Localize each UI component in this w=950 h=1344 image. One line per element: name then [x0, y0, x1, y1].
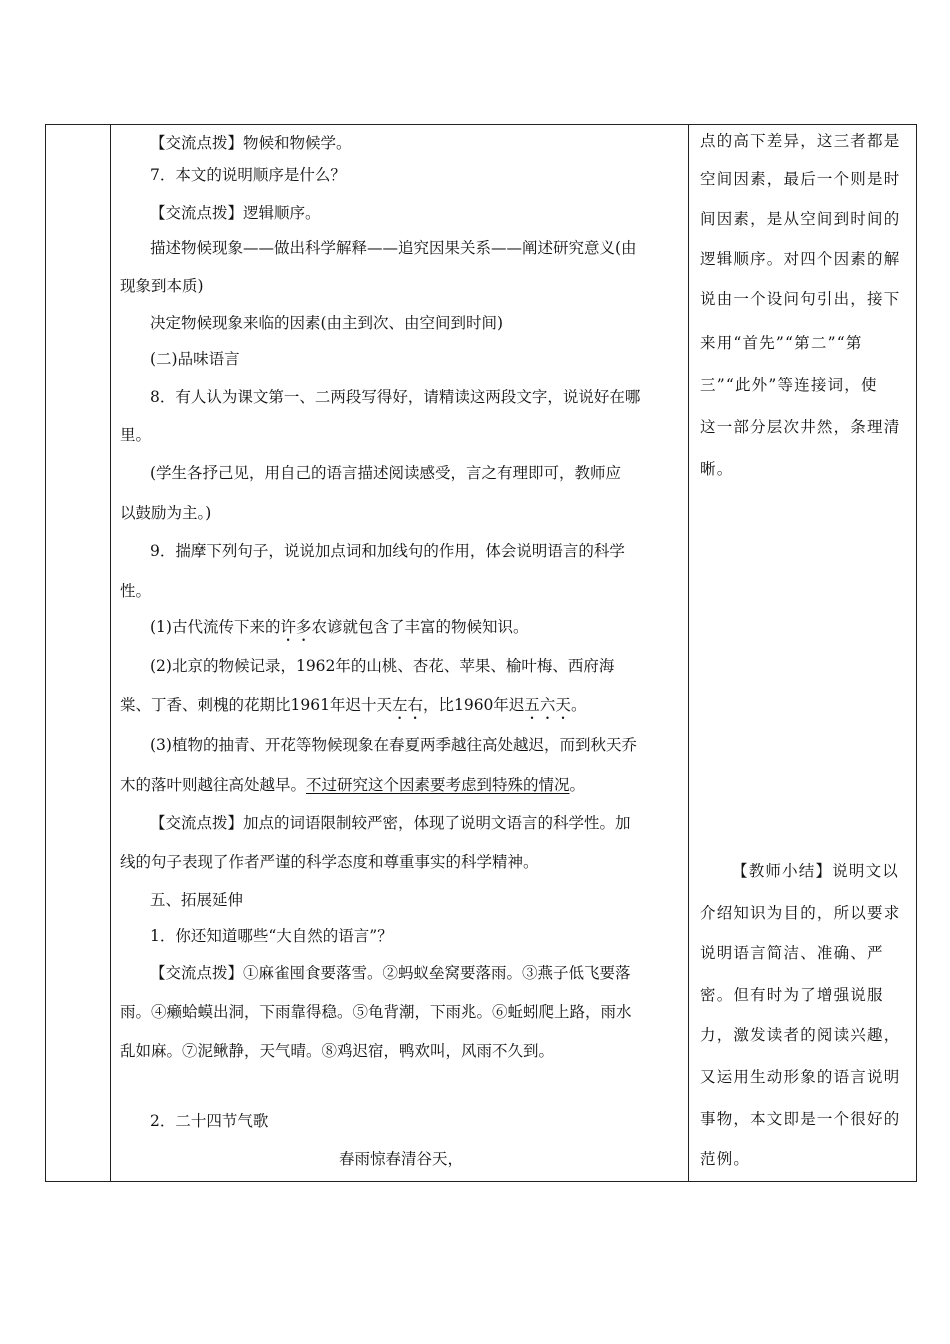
question-7: 7．本文的说明顺序是什么？ [150, 166, 346, 184]
note-line: 空间因素，最后一个则是时 [700, 170, 901, 188]
text-line: 棠、丁香、刺槐的花期比1961年迟十天左右，比1960年迟五六天。 [120, 696, 587, 714]
summary-line: 力，激发读者的阅读兴趣， [700, 1026, 901, 1044]
text-line: 决定物候现象来临的因素(由主到次、由空间到时间) [150, 314, 504, 332]
section-heading: (二)品味语言 [150, 350, 240, 368]
example-sentence-2: (2)北京的物候记录，1962年的山桃、杏花、苹果、榆叶梅、西府海 [150, 657, 615, 675]
text-line: 以鼓励为主。) [120, 504, 212, 522]
question-8: 8．有人认为课文第一、二两段写得好，请精读这两段文字，说说好在哪 [150, 388, 641, 406]
note-line: 说由一个设问句引出，接下 [700, 290, 901, 308]
example-sentence-1: (1)古代流传下来的许多农谚就包含了丰富的物候知识。 [150, 618, 529, 636]
text-line: 雨。④癞蛤蟆出洞，下雨靠得稳。⑤龟背潮，下雨兆。⑥蚯蚓爬上路，雨水 [120, 1003, 632, 1021]
text-line: 【交流点拨】①麻雀囤食要落雪。②蚂蚁垒窝要落雨。③燕子低飞要落 [150, 964, 631, 982]
text-line: 乱如麻。⑦泥鳅静，天气晴。⑧鸡迟宿，鸭欢叫，风雨不久到。 [120, 1042, 555, 1060]
note-line: 逻辑顺序。对四个因素的解 [700, 250, 901, 268]
note-line: 晰。 [700, 460, 734, 478]
text-line: 【交流点拨】加点的词语限制较严密，体现了说明文语言的科学性。加 [150, 814, 631, 832]
text-line: 【交流点拨】物候和物候学。 [150, 134, 352, 152]
question-2: 2．二十四节气歌 [150, 1112, 269, 1130]
lesson-table [45, 124, 917, 1182]
summary-line: 说明语言简洁、准确、严 [700, 944, 884, 962]
dotted-word: 左右 [391, 696, 423, 714]
summary-line: 又运用生动形象的语言说明 [700, 1068, 901, 1086]
dotted-word: 许多 [280, 618, 312, 636]
poem-line: 春雨惊春清谷天， [338, 1150, 463, 1168]
text-line: 里。 [120, 426, 152, 444]
column-divider [110, 125, 111, 1181]
note-line: 这一部分层次井然，条理清 [700, 418, 901, 436]
note-line: 点的高下差异，这三者都是 [700, 132, 901, 150]
note-line: 来用“首先”“第二”“第 [700, 334, 863, 352]
summary-heading: 【教师小结】说明文以 [732, 862, 900, 880]
summary-line: 密。但有时为了增强说服 [700, 986, 884, 1004]
text-line: (学生各抒己见，用自己的语言描述阅读感受，言之有理即可，教师应 [150, 464, 622, 482]
underlined-sentence: 不过研究这个因素要考虑到特殊的情况 [306, 776, 570, 794]
column-divider [688, 125, 689, 1181]
summary-line: 范例。 [700, 1150, 751, 1168]
example-sentence-3: (3)植物的抽青、开花等物候现象在春夏两季越往高处越迟，而到秋天乔 [150, 736, 637, 754]
note-line: 三”“此外”等连接词，使 [700, 376, 878, 394]
section-heading: 五、拓展延伸 [150, 891, 244, 909]
text-line: 现象到本质) [120, 277, 204, 295]
note-line: 间因素，是从空间到时间的 [700, 210, 901, 228]
dotted-word: 五六天 [524, 696, 571, 714]
text-line: 线的句子表现了作者严谨的科学态度和尊重事实的科学精神。 [120, 853, 539, 871]
question-9: 9．揣摩下列句子，说说加点词和加线句的作用，体会说明语言的科学 [150, 542, 625, 560]
text-line: 性。 [120, 582, 152, 600]
text-line: 【交流点拨】逻辑顺序。 [150, 204, 321, 222]
summary-line: 事物，本文即是一个很好的 [700, 1110, 901, 1128]
text-line: 木的落叶则越往高处越早。不过研究这个因素要考虑到特殊的情况。 [120, 776, 586, 794]
text-line: 描述物候现象——做出科学解释——追究因果关系——阐述研究意义(由 [150, 239, 637, 257]
summary-line: 介绍知识为目的，所以要求 [700, 904, 901, 922]
question-1: 1．你还知道哪些“大自然的语言”？ [150, 927, 393, 945]
